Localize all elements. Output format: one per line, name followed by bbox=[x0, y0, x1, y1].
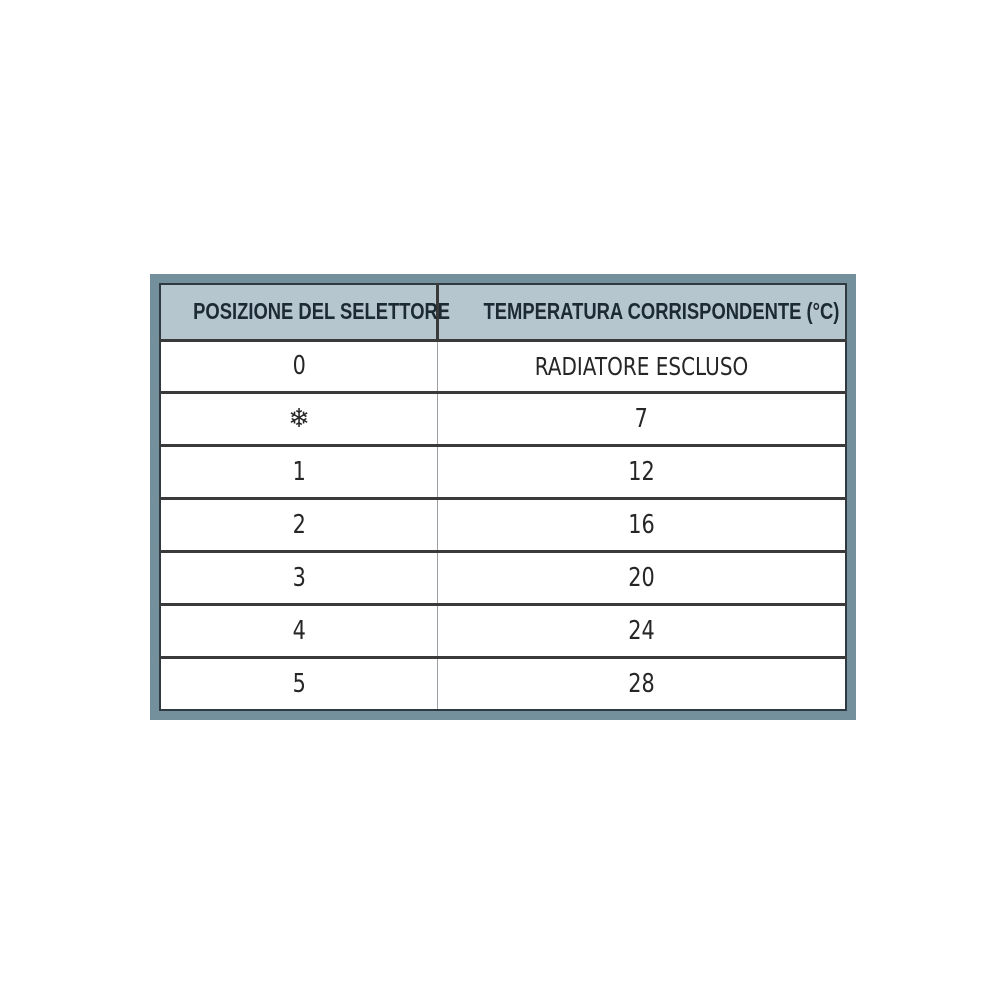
table-row bbox=[160, 657, 846, 710]
temperature-cell bbox=[438, 340, 846, 393]
table-row bbox=[160, 446, 846, 499]
selector-cell bbox=[160, 340, 438, 393]
selector-temperature-table bbox=[159, 283, 847, 711]
table-row bbox=[160, 393, 846, 446]
selector-cell bbox=[160, 604, 438, 657]
selector-value: 0 bbox=[292, 351, 306, 382]
temperature-value: 12 bbox=[628, 457, 655, 488]
selector-value: 5 bbox=[292, 668, 306, 699]
table-header-row bbox=[160, 284, 846, 340]
table-row bbox=[160, 499, 846, 552]
header-posizione-selettore bbox=[160, 284, 451, 340]
temperature-value: 7 bbox=[635, 404, 649, 435]
temperature-cell bbox=[438, 657, 846, 710]
selector-value: 3 bbox=[292, 562, 306, 593]
selector-value: 1 bbox=[292, 457, 306, 488]
temperature-value: RADIATORE ESCLUSO bbox=[534, 351, 749, 381]
temperature-cell bbox=[438, 393, 846, 446]
temperature-table-frame bbox=[150, 274, 856, 720]
temperature-cell bbox=[438, 604, 846, 657]
header-temperatura-corrispondente bbox=[438, 284, 846, 340]
temperature-value: 28 bbox=[628, 668, 655, 699]
selector-cell bbox=[160, 657, 438, 710]
selector-cell bbox=[160, 499, 438, 552]
temperature-cell bbox=[438, 446, 846, 499]
temperature-value: 16 bbox=[628, 509, 655, 540]
temperature-cell bbox=[438, 551, 846, 604]
table-row bbox=[160, 551, 846, 604]
snowflake-icon: ❄ bbox=[288, 404, 311, 435]
table-row bbox=[160, 340, 846, 393]
selector-value: 4 bbox=[292, 615, 306, 646]
selector-cell bbox=[160, 551, 438, 604]
selector-cell bbox=[160, 446, 438, 499]
header-posizione-label: POSIZIONE DEL SELETTORE bbox=[193, 298, 451, 325]
table-row bbox=[160, 604, 846, 657]
header-temperatura-label: TEMPERATURA CORRISPONDENTE (°C) bbox=[483, 298, 840, 325]
temperature-cell bbox=[438, 499, 846, 552]
temperature-value: 20 bbox=[628, 562, 655, 593]
temperature-value: 24 bbox=[628, 615, 655, 646]
selector-cell bbox=[160, 393, 438, 446]
selector-value: 2 bbox=[292, 509, 306, 540]
